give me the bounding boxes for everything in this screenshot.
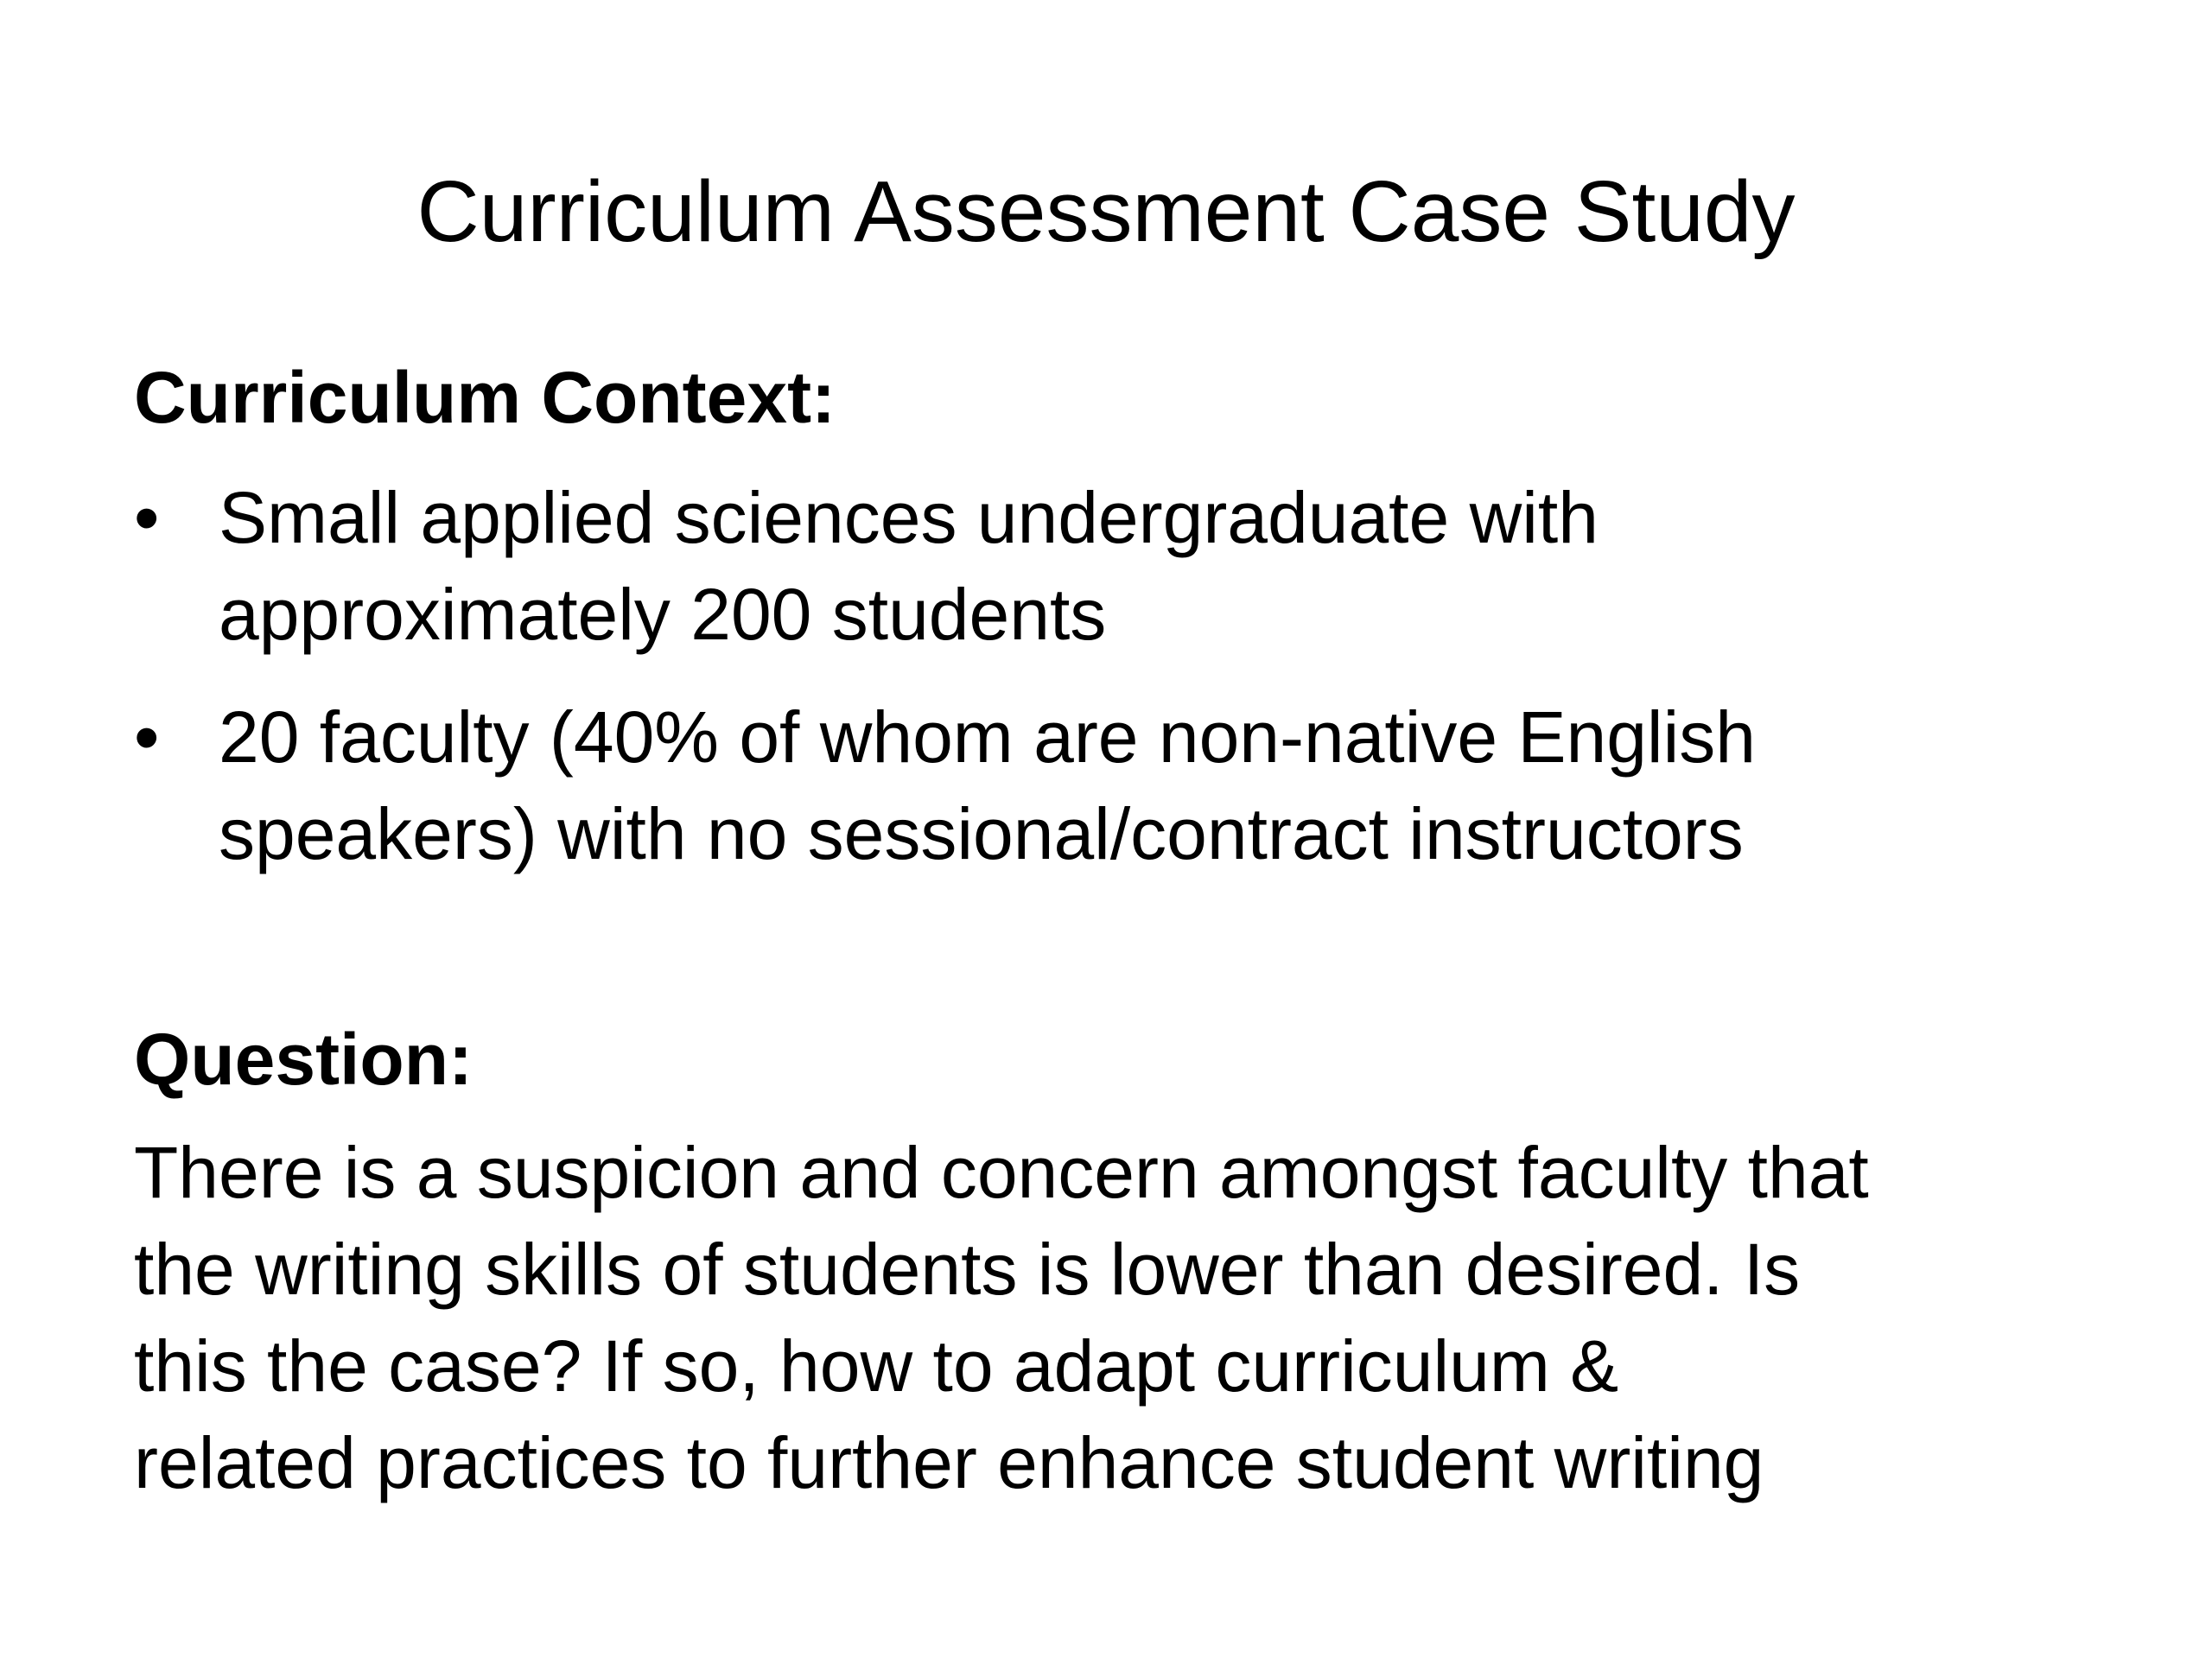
question-heading: Question:: [134, 1019, 473, 1100]
context-heading: Curriculum Context:: [134, 357, 836, 438]
bullet-text: Small applied sciences undergraduate with approximately 200 students: [219, 477, 1599, 655]
slide-title: Curriculum Assessment Case Study: [416, 163, 1796, 260]
bullet-dot-icon: •: [134, 696, 160, 778]
bullet-dot-icon: •: [134, 477, 160, 558]
context-bullet-item: [134, 689, 2121, 882]
slide-content: [134, 350, 2121, 1511]
question-text: There is a suspicion and concern amongst faculty that the writing skills of students is lower than desired. Is this the case? If so, how to adapt curriculum & related practices to further enhance student writing: [134, 1132, 1869, 1503]
context-bullet-item: [134, 469, 2121, 663]
context-bullet-list: [134, 469, 2121, 882]
bullet-text: 20 faculty (40% of whom are non-native English speakers) with no sessional/contract instructors: [219, 696, 1756, 874]
